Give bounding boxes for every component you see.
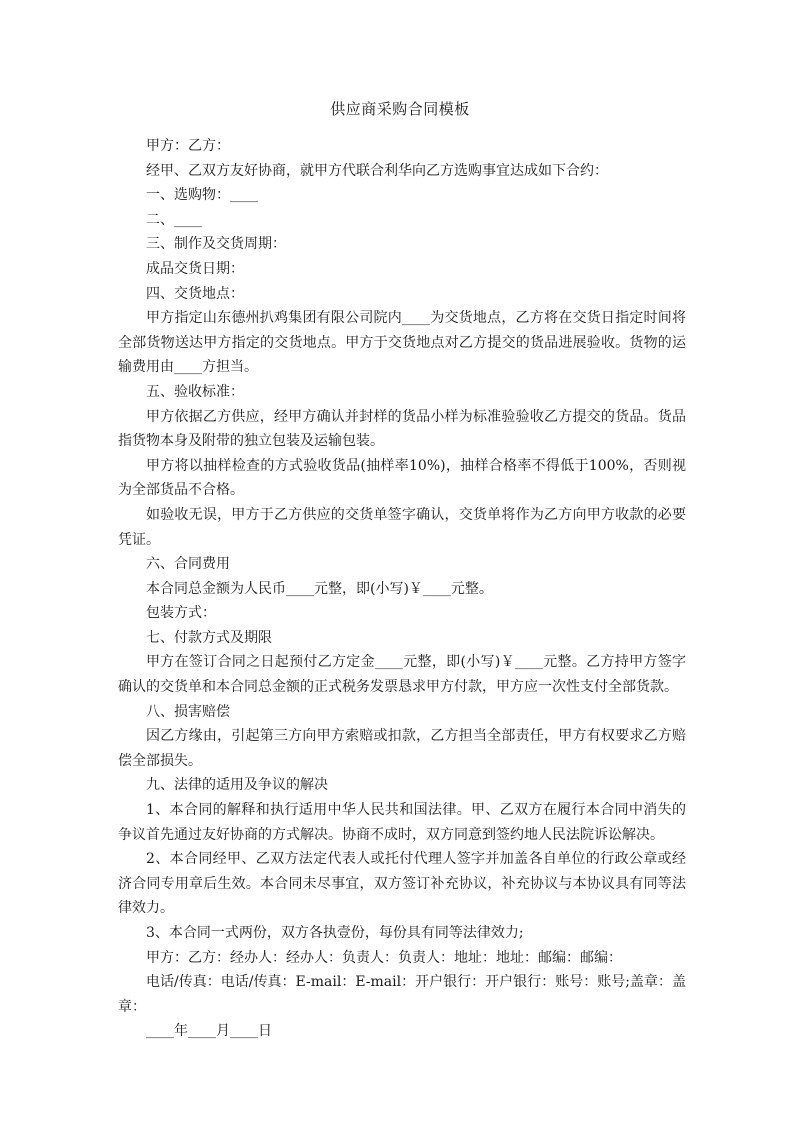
clause-2-heading: 二、____ — [146, 211, 202, 228]
party-line: 甲方：乙方： — [146, 138, 230, 154]
preamble: 经甲、乙双方友好协商，就甲方代联合利华向乙方选购事宜达成如下合约： — [146, 162, 608, 179]
clause-8-heading: 八、损害赔偿 — [146, 703, 230, 720]
delivery-date-line: 成品交货日期： — [146, 260, 244, 277]
packaging-line: 包装方式： — [146, 605, 216, 622]
clause-9-heading: 九、法律的适用及争议的解决 — [146, 777, 328, 794]
clause-6-heading: 六、合同费用 — [146, 556, 230, 573]
acceptance-paragraph: 如验收无误，甲方于乙方供应的交货单签字确认，交货单将作为乙方向甲方收款的必要凭证。 — [118, 506, 686, 548]
damages-paragraph: 因乙方缘由，引起第三方向甲方索赔或扣款，乙方担当全部责任，甲方有权要求乙方赔偿全部损失。 — [118, 728, 686, 769]
clause-1-heading: 一、选购物：____ — [146, 187, 258, 204]
signature-fields-line-1: 甲方：乙方：经办人：经办人：负责人：负责人：地址：地址：邮编：邮编： — [146, 949, 622, 966]
delivery-location-paragraph: 甲方指定山东德州扒鸡集团有限公司院内____为交货地点，乙方将在交货日指定时间将全部货物送达甲方指定的交货地点。甲方于交货地点对乙方提交的货品进展验收。货物的运输费用由____方担当。 — [118, 310, 686, 376]
document-body — [118, 134, 686, 1044]
clause-5-heading: 五、验收标准： — [146, 383, 244, 400]
sampling-paragraph: 甲方将以抽样检查的方式验收货品(抽样率10%)，抽样合格率不得低于100%，否则视为全部货品不合格。 — [118, 457, 686, 499]
date-line: ____年____月____日 — [146, 1023, 272, 1040]
clause-7-heading: 七、付款方式及期限 — [146, 629, 272, 646]
document-title: 供应商采购合同模板 — [330, 100, 470, 118]
clause-4-heading: 四、交货地点： — [146, 285, 244, 302]
signature-fields-line-2: 电话/传真：电话/传真：E-mail：E-mail：开户银行：开户银行：账号：账号;盖章：盖章： — [118, 974, 686, 1015]
law-item-2: 2、本合同经甲、乙双方法定代表人或托付代理人签字并加盖各自单位的行政公章或经济合同专用章后生效。本合同未尽事宜，双方签订补充协议，补充协议与本协议具有同等法律效力。 — [118, 851, 686, 917]
law-item-3: 3、本合同一式两份，双方各执壹份，每份具有同等法律效力; — [146, 925, 524, 941]
total-amount-line: 本合同总金额为人民币____元整，即(小写)￥____元整。 — [146, 580, 493, 597]
law-item-1: 1、本合同的解释和执行适用中华人民共和国法律。甲、乙双方在履行本合同中消失的争议首先通过友好协商的方式解决。协商不成时，双方同意到签约地人民法院诉讼解决。 — [118, 802, 686, 843]
clause-3-heading: 三、制作及交货周期： — [146, 236, 286, 253]
payment-paragraph: 甲方在签订合同之日起预付乙方定金____元整，即(小写)￥____元整。乙方持甲方签字确认的交货单和本合同总金额的正式税务发票恳求甲方付款，甲方应一次性支付全部货款。 — [118, 654, 686, 696]
inspection-standard-paragraph: 甲方依据乙方供应，经甲方确认并封样的货品小样为标准验验收乙方提交的货品。货品指货物本身及附带的独立包装及运输包装。 — [118, 408, 686, 450]
